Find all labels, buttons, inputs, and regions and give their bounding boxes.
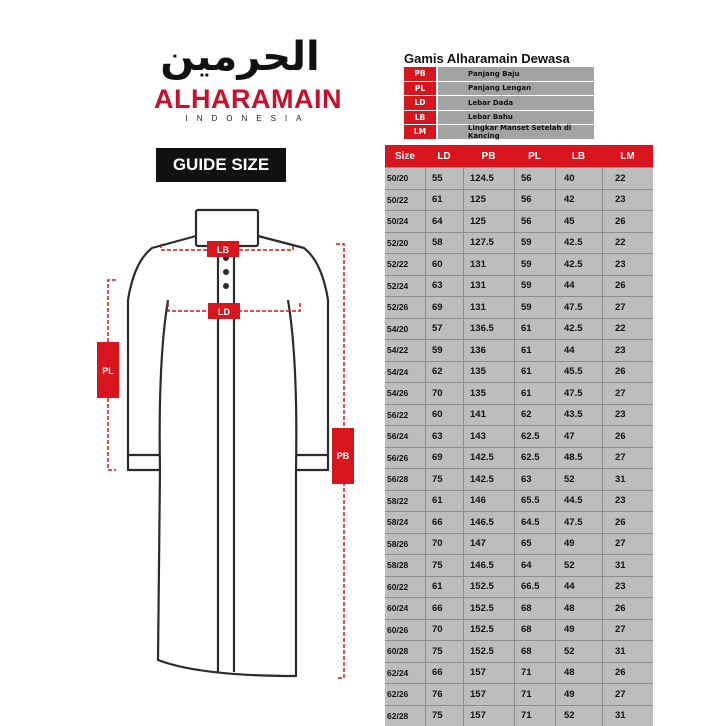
value-cell: 27 <box>602 619 653 641</box>
value-cell: 68 <box>514 619 555 641</box>
value-cell: 23 <box>602 189 653 211</box>
table-row <box>385 619 653 641</box>
value-cell: 27 <box>602 683 653 705</box>
size-cell: 52/26 <box>385 296 425 318</box>
size-cell: 56/28 <box>385 468 425 490</box>
legend-code: LM <box>404 125 436 139</box>
value-cell: 23 <box>602 253 653 275</box>
value-cell: 152.5 <box>463 597 514 619</box>
value-cell: 75 <box>425 468 463 490</box>
garment-outline <box>128 210 328 676</box>
value-cell: 26 <box>602 425 653 447</box>
value-cell: 26 <box>602 511 653 533</box>
value-cell: 47.5 <box>555 296 602 318</box>
table-row <box>385 361 653 383</box>
table-row <box>385 318 653 340</box>
value-cell: 61 <box>514 382 555 404</box>
legend-row <box>404 96 594 110</box>
value-cell: 59 <box>514 253 555 275</box>
legend-row <box>404 111 594 125</box>
value-cell: 62 <box>514 404 555 426</box>
value-cell: 66 <box>425 511 463 533</box>
value-cell: 75 <box>425 640 463 662</box>
column-header: PL <box>514 145 555 167</box>
brand-name: ALHARAMAIN <box>154 84 342 114</box>
table-row <box>385 275 653 297</box>
value-cell: 42.5 <box>555 253 602 275</box>
value-cell: 43.5 <box>555 404 602 426</box>
value-cell: 31 <box>602 640 653 662</box>
table-row <box>385 597 653 619</box>
value-cell: 61 <box>425 490 463 512</box>
value-cell: 69 <box>425 296 463 318</box>
pb-label: PB <box>336 451 350 461</box>
size-cell: 54/26 <box>385 382 425 404</box>
value-cell: 124.5 <box>463 167 514 189</box>
table-row <box>385 640 653 662</box>
size-cell: 60/26 <box>385 619 425 641</box>
value-cell: 57 <box>425 318 463 340</box>
table-header-row <box>385 145 653 167</box>
ld-measure <box>168 303 300 319</box>
size-cell: 52/24 <box>385 275 425 297</box>
value-cell: 48 <box>555 662 602 684</box>
value-cell: 26 <box>602 662 653 684</box>
size-cell: 54/24 <box>385 361 425 383</box>
value-cell: 49 <box>555 619 602 641</box>
value-cell: 52 <box>555 468 602 490</box>
table-row <box>385 447 653 469</box>
pl-label: PL <box>102 366 114 376</box>
value-cell: 71 <box>514 683 555 705</box>
value-cell: 157 <box>463 683 514 705</box>
value-cell: 61 <box>514 339 555 361</box>
column-header: LM <box>602 145 653 167</box>
value-cell: 59 <box>514 232 555 254</box>
column-header: LB <box>555 145 602 167</box>
value-cell: 65 <box>514 533 555 555</box>
lb-label: LB <box>217 245 229 255</box>
value-cell: 56 <box>514 189 555 211</box>
size-cell: 56/26 <box>385 447 425 469</box>
pl-measure <box>97 280 119 470</box>
value-cell: 60 <box>425 253 463 275</box>
size-cell: 62/24 <box>385 662 425 684</box>
table-row <box>385 490 653 512</box>
value-cell: 141 <box>463 404 514 426</box>
table-row <box>385 296 653 318</box>
value-cell: 62 <box>425 361 463 383</box>
value-cell: 136.5 <box>463 318 514 340</box>
size-cell: 54/22 <box>385 339 425 361</box>
value-cell: 31 <box>602 705 653 726</box>
value-cell: 131 <box>463 253 514 275</box>
value-cell: 56 <box>514 210 555 232</box>
value-cell: 47 <box>555 425 602 447</box>
value-cell: 147 <box>463 533 514 555</box>
value-cell: 61 <box>514 361 555 383</box>
value-cell: 142.5 <box>463 468 514 490</box>
value-cell: 27 <box>602 296 653 318</box>
value-cell: 44.5 <box>555 490 602 512</box>
value-cell: 48.5 <box>555 447 602 469</box>
table-row <box>385 210 653 232</box>
value-cell: 22 <box>602 167 653 189</box>
value-cell: 152.5 <box>463 576 514 598</box>
table-row <box>385 167 653 189</box>
table-row <box>385 404 653 426</box>
value-cell: 40 <box>555 167 602 189</box>
value-cell: 22 <box>602 232 653 254</box>
size-cell: 58/24 <box>385 511 425 533</box>
legend-code: PL <box>404 82 436 96</box>
value-cell: 44 <box>555 339 602 361</box>
guide-size-text: GUIDE SIZE <box>172 155 270 174</box>
table-row <box>385 511 653 533</box>
value-cell: 44 <box>555 576 602 598</box>
legend-desc: Lebar Bahu <box>438 111 594 125</box>
value-cell: 59 <box>425 339 463 361</box>
size-cell: 50/24 <box>385 210 425 232</box>
value-cell: 143 <box>463 425 514 447</box>
value-cell: 125 <box>463 189 514 211</box>
value-cell: 27 <box>602 382 653 404</box>
buttons <box>223 255 229 289</box>
value-cell: 49 <box>555 533 602 555</box>
value-cell: 52 <box>555 705 602 726</box>
value-cell: 157 <box>463 705 514 726</box>
value-cell: 22 <box>602 318 653 340</box>
value-cell: 45 <box>555 210 602 232</box>
value-cell: 61 <box>425 576 463 598</box>
pb-measure <box>332 244 354 678</box>
value-cell: 63 <box>425 425 463 447</box>
value-cell: 47.5 <box>555 382 602 404</box>
size-table <box>385 145 653 726</box>
lb-measure <box>161 241 293 257</box>
value-cell: 56 <box>514 167 555 189</box>
value-cell: 146.5 <box>463 511 514 533</box>
value-cell: 26 <box>602 210 653 232</box>
value-cell: 142.5 <box>463 447 514 469</box>
value-cell: 66 <box>425 597 463 619</box>
size-cell: 58/22 <box>385 490 425 512</box>
value-cell: 136 <box>463 339 514 361</box>
value-cell: 146.5 <box>463 554 514 576</box>
value-cell: 61 <box>425 189 463 211</box>
value-cell: 75 <box>425 554 463 576</box>
value-cell: 131 <box>463 296 514 318</box>
legend <box>404 67 594 140</box>
value-cell: 31 <box>602 468 653 490</box>
size-cell: 56/24 <box>385 425 425 447</box>
brand-subtitle: INDONESIA <box>185 114 311 123</box>
value-cell: 55 <box>425 167 463 189</box>
value-cell: 27 <box>602 533 653 555</box>
table-body <box>385 167 653 726</box>
value-cell: 61 <box>514 318 555 340</box>
legend-desc: Lebar Dada <box>438 96 594 110</box>
size-cell: 52/20 <box>385 232 425 254</box>
brand-arabic-logo: الحرمين <box>160 34 320 80</box>
value-cell: 70 <box>425 382 463 404</box>
size-cell: 50/22 <box>385 189 425 211</box>
legend-row <box>404 67 594 81</box>
value-cell: 59 <box>514 296 555 318</box>
value-cell: 135 <box>463 361 514 383</box>
value-cell: 152.5 <box>463 619 514 641</box>
value-cell: 47.5 <box>555 511 602 533</box>
table-row <box>385 662 653 684</box>
value-cell: 64.5 <box>514 511 555 533</box>
value-cell: 157 <box>463 662 514 684</box>
value-cell: 76 <box>425 683 463 705</box>
size-cell: 60/24 <box>385 597 425 619</box>
size-cell: 58/26 <box>385 533 425 555</box>
table-row <box>385 576 653 598</box>
table-row <box>385 533 653 555</box>
value-cell: 42.5 <box>555 232 602 254</box>
size-cell: 62/26 <box>385 683 425 705</box>
legend-title: Gamis Alharamain Dewasa <box>404 51 570 66</box>
size-cell: 56/22 <box>385 404 425 426</box>
value-cell: 75 <box>425 705 463 726</box>
value-cell: 23 <box>602 490 653 512</box>
value-cell: 71 <box>514 705 555 726</box>
value-cell: 23 <box>602 576 653 598</box>
value-cell: 31 <box>602 554 653 576</box>
value-cell: 26 <box>602 597 653 619</box>
value-cell: 146 <box>463 490 514 512</box>
value-cell: 48 <box>555 597 602 619</box>
value-cell: 63 <box>425 275 463 297</box>
size-cell: 54/20 <box>385 318 425 340</box>
value-cell: 52 <box>555 554 602 576</box>
value-cell: 71 <box>514 662 555 684</box>
value-cell: 131 <box>463 275 514 297</box>
size-cell: 52/22 <box>385 253 425 275</box>
size-cell: 58/28 <box>385 554 425 576</box>
table-row <box>385 554 653 576</box>
ld-label: LD <box>218 307 230 317</box>
value-cell: 152.5 <box>463 640 514 662</box>
size-cell: 50/20 <box>385 167 425 189</box>
value-cell: 64 <box>425 210 463 232</box>
value-cell: 52 <box>555 640 602 662</box>
value-cell: 26 <box>602 361 653 383</box>
size-cell: 60/28 <box>385 640 425 662</box>
size-cell: 60/22 <box>385 576 425 598</box>
value-cell: 70 <box>425 533 463 555</box>
table-row <box>385 232 653 254</box>
value-cell: 60 <box>425 404 463 426</box>
legend-code: LB <box>404 111 436 125</box>
value-cell: 127.5 <box>463 232 514 254</box>
table-row <box>385 425 653 447</box>
value-cell: 45.5 <box>555 361 602 383</box>
value-cell: 135 <box>463 382 514 404</box>
value-cell: 65.5 <box>514 490 555 512</box>
column-header: Size <box>385 145 425 167</box>
legend-desc: Panjang Baju <box>438 67 594 81</box>
value-cell: 23 <box>602 339 653 361</box>
value-cell: 42.5 <box>555 318 602 340</box>
value-cell: 70 <box>425 619 463 641</box>
table-row <box>385 253 653 275</box>
value-cell: 64 <box>514 554 555 576</box>
value-cell: 44 <box>555 275 602 297</box>
value-cell: 68 <box>514 597 555 619</box>
legend-desc: Lingkar Manset Setelah di Kancing <box>438 125 594 139</box>
value-cell: 62.5 <box>514 447 555 469</box>
size-cell: 62/28 <box>385 705 425 726</box>
legend-code: PB <box>404 67 436 81</box>
value-cell: 49 <box>555 683 602 705</box>
value-cell: 63 <box>514 468 555 490</box>
value-cell: 59 <box>514 275 555 297</box>
legend-desc: Panjang Lengan <box>438 82 594 96</box>
table-row <box>385 189 653 211</box>
column-header: LD <box>425 145 463 167</box>
value-cell: 58 <box>425 232 463 254</box>
table-row <box>385 468 653 490</box>
value-cell: 66.5 <box>514 576 555 598</box>
value-cell: 66 <box>425 662 463 684</box>
table-row <box>385 705 653 726</box>
value-cell: 68 <box>514 640 555 662</box>
table-row <box>385 382 653 404</box>
value-cell: 125 <box>463 210 514 232</box>
value-cell: 26 <box>602 275 653 297</box>
value-cell: 42 <box>555 189 602 211</box>
legend-code: LD <box>404 96 436 110</box>
table-row <box>385 683 653 705</box>
value-cell: 27 <box>602 447 653 469</box>
value-cell: 69 <box>425 447 463 469</box>
table-row <box>385 339 653 361</box>
value-cell: 62.5 <box>514 425 555 447</box>
value-cell: 23 <box>602 404 653 426</box>
column-header: PB <box>463 145 514 167</box>
legend-row <box>404 125 594 139</box>
legend-row <box>404 82 594 96</box>
